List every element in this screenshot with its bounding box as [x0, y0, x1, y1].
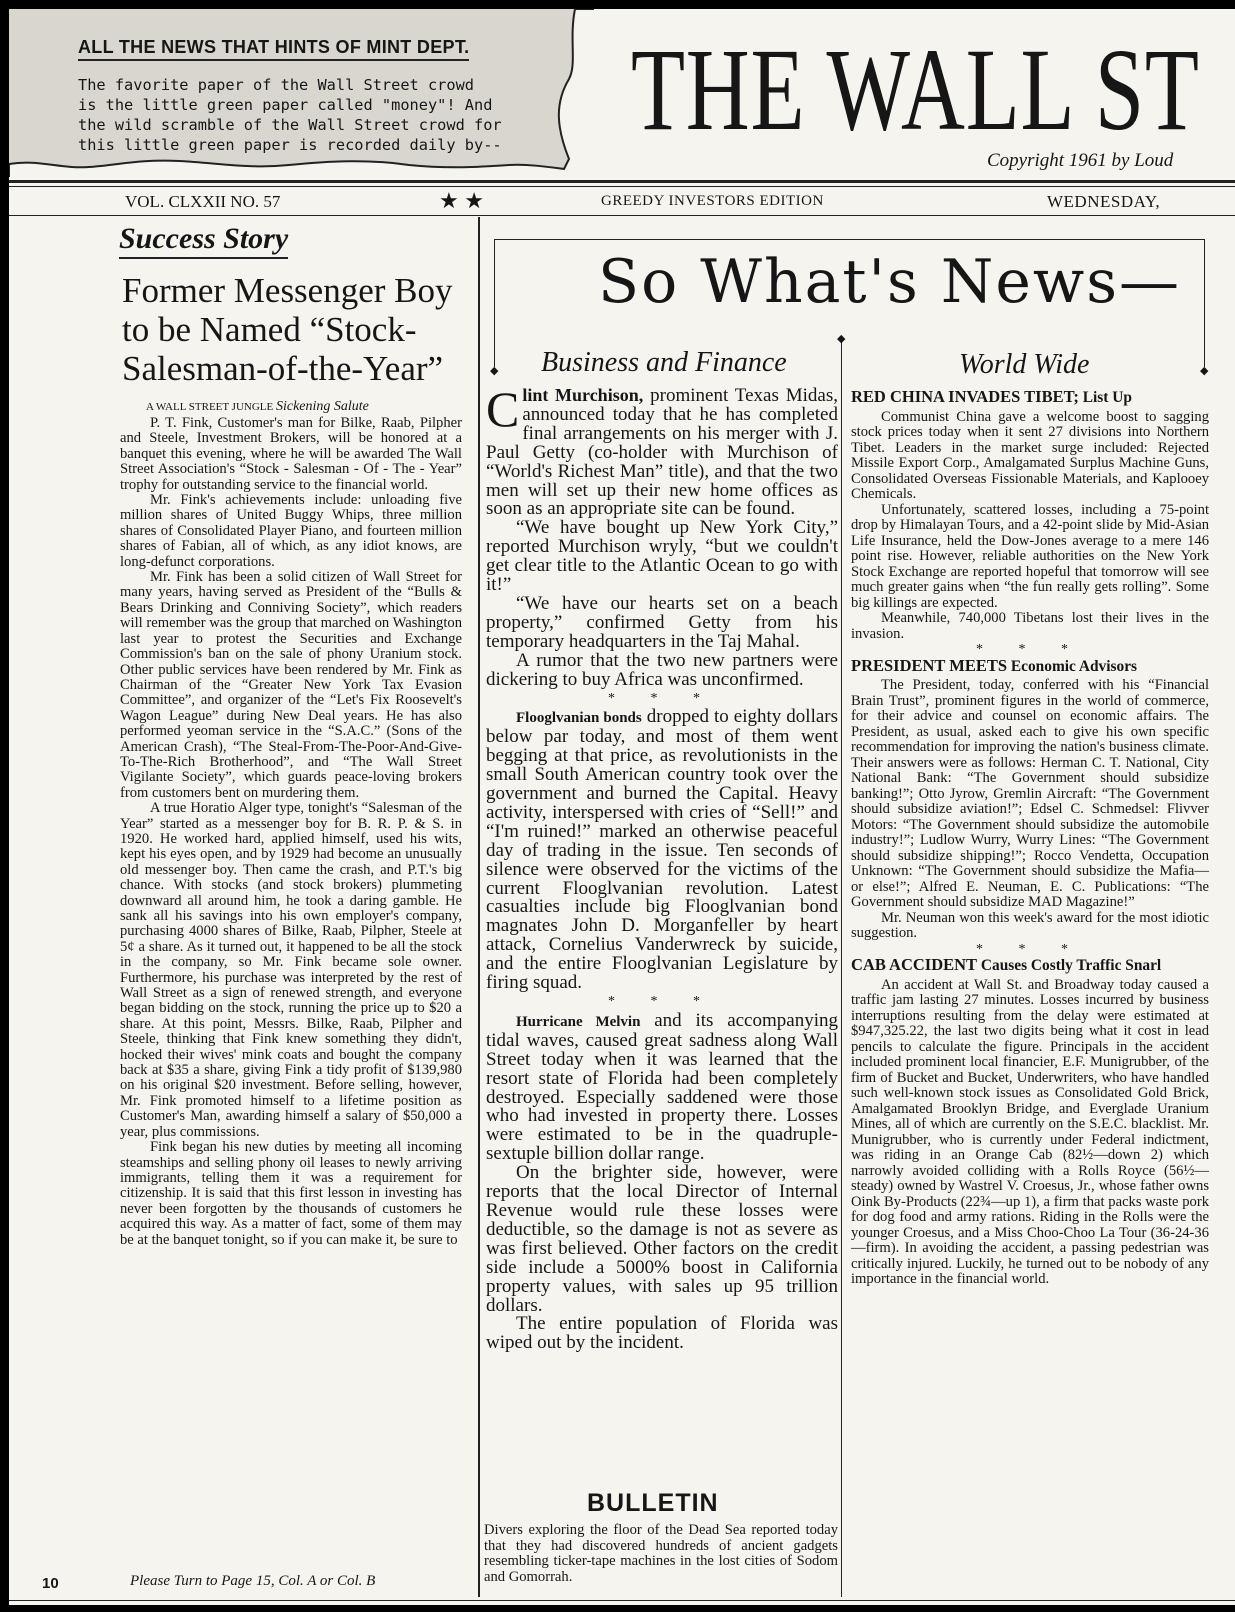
- edition-rule-bottom: [9, 215, 1235, 216]
- whats-news-title: So What's News—: [598, 247, 1182, 317]
- section-divider: * * *: [976, 941, 1084, 957]
- box-rule-left: [494, 239, 495, 367]
- world-paragraph: The President, today, conferred with his “Financial Brain Trust”, prominent figures in the world of commerce, for their advice and counsel on economic affairs. The President, as usual, asked each to give his own specific recommendation for improving the nation's business climate. Their answers were as follows: Herman C. T. National, City National Bank: “The Government should subsidize banking!”; Otto Jyrow, Gremlin Aircraft: “The Government should subsidize aviation!”; Edsel C. Schmedsel: Flivver Motors: “The Government should subsidize the automobile industry!”; Ludlow Wurry, Wurry Lines: “The Government should subsidize shipping!”; Rocco Vendetta, Occupation Unknown: “The Government should subsidize the Mafia—or else!”; Alfred E. Neuman, E. C. Publications: “The Government should subsidize MAD Magazine!”: [851, 677, 1209, 910]
- world-paragraph: Mr. Neuman won this week's award for the most idiotic suggestion.: [851, 909, 1209, 941]
- diamond-ornament: ◆: [837, 332, 846, 345]
- world-heading: World Wide: [959, 349, 1090, 380]
- newspaper-page: [9, 9, 1235, 1605]
- paragraph-text: and its accompanying tidal waves, caused great sadness along Wall Street today when it was learned that the resort state of Florida had been completely destroyed. Especially saddened were those who had invested in property there. Losses were estimated to be in the quadruple-sextuple billion dollar range.: [486, 1009, 838, 1165]
- bulletin-text: Divers exploring the floor of the Dead Sea reported today that they had discovered hundreds of ancient gadgets resembling ticker-tape machines in the lost cities of Sodom and Gomorrah.: [484, 1522, 838, 1585]
- article-body: [120, 416, 462, 1248]
- teaser-heading: ALL THE NEWS THAT HINTS OF MINT DEPT.: [78, 37, 469, 61]
- bulletin-heading: BULLETIN: [587, 1489, 719, 1517]
- box-rule-right: [1204, 239, 1205, 367]
- headline-caps: CAB ACCIDENT: [851, 955, 978, 974]
- article-paragraph: P. T. Fink, Customer's man for Bilke, Raab, Pilpher and Steele, Investment Brokers, will be honored at a banquet this evening, where he will be awarded The Wall Street Association's “Stock - Salesman - Of - The - Year” trophy for outstanding service to the financial world.: [120, 415, 462, 493]
- world-column: [851, 389, 1209, 1288]
- page-number: 10: [42, 1575, 59, 1592]
- lead-name: lint Murchison,: [522, 385, 644, 405]
- world-paragraph: An accident at Wall St. and Broadway today caused a traffic jam lasting 27 minutes. Losses incurred by business interruptions resulting from the delay were estimated at $947,325.22, the last two digits being what it cost in lead pencils to calculate the figure. Principals in the accident included prominent local financier, E.F. Munigrubber, of the firm of Bucket and Bucket, Underwriters, who have handled such well-known stock issues as Consolidated Gold Brick, Amalgamated Brooklyn Bridge, and Everglade Uranium Mines, all of which are currently on the S.E.C. blacklist. Mr. Munigrubber, who is currently under Federal indictment, was riding in an Orange Cab (82½—down 2) which narrowly avoided colliding with a Rolls Royce (56½—steady) owned by Wastrel V. Croesus, Jr., whose father owns Oink By-Products (22¾—up 1), a firm that packs waste pork for dog food and army rations. Riding in the Rolls were the younger Croesus, and a Miss Choo-Choo La Tour (36-24-36—firm). In avoiding the accident, a passing pedestrian was critically injured. Luckily, he turned out to be nobody of any importance in the financial world.: [851, 976, 1209, 1287]
- headline-caps: RED CHINA INVADES TIBET;: [851, 387, 1079, 406]
- box-rule-top: [494, 239, 1205, 240]
- paragraph-text: prominent Texas Midas, announced today that he has completed final arrangements on his merger with J. Paul Getty (co-holder with Murchison of “World's Richest Man” title), and that the two men will set up their new home offices as soon as an appropriate site can be found.: [486, 385, 839, 520]
- article-paragraph: Fink began his new duties by meeting all incoming steamships and selling phony oil leases to newly arriving immigrants, telling them it was a requirement for citizenship. It is said that this first lesson in investing has never been forgotten by the thousands of customers he acquired this way. As a matter of fact, some of them may be at the banquet tonight, so if you can make it, be sure to: [120, 1139, 462, 1248]
- dateline-source: A WALL STREET JUNGLE: [146, 401, 274, 413]
- drop-cap: C: [486, 381, 520, 437]
- headline-rest: List Up: [1078, 389, 1132, 406]
- dateline-subtitle: Sickening Salute: [275, 399, 369, 414]
- article-paragraph: Mr. Fink's achievements include: unloading five million shares of United Buggy Whips, three million shares of Consolidated Player Piano, and fourteen million shares of Fabian, all of which, as any idiot knows, are long-defunct corporations.: [120, 492, 462, 570]
- masthead-title: THE WALL ST: [631, 24, 1200, 155]
- diamond-ornament: ◆: [1200, 364, 1209, 377]
- world-headline: [851, 957, 1209, 974]
- edition-stars: ★ ★: [439, 188, 484, 213]
- headline-rest: Causes Costly Traffic Snarl: [977, 957, 1162, 974]
- copyright-notice: Copyright 1961 by Loud: [987, 150, 1174, 171]
- section-heading: Success Story: [119, 222, 288, 259]
- edition-name: GREEDY INVESTORS EDITION: [601, 193, 824, 209]
- edition-day: WEDNESDAY,: [1047, 192, 1161, 211]
- article-paragraph: A true Horatio Alger type, tonight's “Salesman of the Year” started as a messenger boy for B. R. P. & S. in 1920. He worked hard, applied himself, used his wits, kept his eyes open, and by 1929 had become an unusually old messenger boy. Then came the crash, and P.T.'s big chance. With stocks (and stock brokers) plummeting downward all around him, he took a daring gamble. He sank all his savings into his own employer's company, purchasing 4000 shares of Bilke, Raab, Pilpher, Steele at 5¢ a share. As it turned out, it happened to be all the stock in the company, so Mr. Fink became sole owner. Furthermore, his purchase was interpreted by the rest of Wall Street as a sign of renewed strength, and everyone began bidding on the stock, running the price up to $20 a share. At this point, Messrs. Bilke, Raab, Pilpher and Steele, thinking that Fink knew something they didn't, hocked their wives' mink coats and bought the company back at $35 a share, giving Fink a tidy profit of $139,980 on his original $20 investment. Before selling, however, Mr. Fink promoted himself to a lifetime position as Customer's Man, awarding himself a salary of $50,000 a year, plus commissions.: [120, 800, 462, 1140]
- business-paragraph: “We have our hearts set on a beach property,” confirmed Getty from his temporary headquarters in the Taj Mahal.: [486, 592, 838, 652]
- world-headline: [851, 389, 1209, 406]
- business-paragraph: [486, 1009, 838, 1165]
- teaser-box: [9, 9, 594, 177]
- section-divider: * * *: [608, 690, 716, 706]
- business-paragraph: On the brighter side, however, were reports that the local Director of Internal Revenue would rule these losses were deductible, so the damage is not as severe as was first believed. Other factors on the credit side include a 5000% boost in California property values, with sales up 95 trillion dollars.: [486, 1162, 838, 1316]
- world-headline: [851, 655, 1209, 675]
- world-paragraph: Unfortunately, scattered losses, including a 75-point drop by Himalayan Tours, and a 42-point slide by Mid-Asian Life Insurance, held the Dow-Jones average to a mere 146 point rise. However, reliable authorities on the New York Stock Exchange are reported hopeful that tomorrow will see much greater gains when “the fun really gets rolling”. Some big killings are expected.: [851, 501, 1209, 611]
- article-headline: Former Messenger Boy to be Named “Stock-Salesman-of-the-Year”: [122, 271, 453, 388]
- section-divider: * * *: [976, 642, 1084, 657]
- business-paragraph: The entire population of Florida was wiped out by the incident.: [486, 1313, 838, 1354]
- dateline: [146, 399, 369, 415]
- masthead-rule-thin: [9, 186, 1235, 187]
- volume-number: VOL. CLXXII NO. 57: [125, 192, 281, 211]
- world-paragraph: Meanwhile, 740,000 Tibetans lost their lives in the invasion.: [851, 610, 1209, 642]
- lead-name: Hurricane Melvin: [516, 1013, 641, 1030]
- column-rule-left: [478, 217, 480, 1597]
- business-paragraph: [486, 381, 839, 520]
- teaser-text: The favorite paper of the Wall Street crowd is the little green paper called "money"! And the wild scramble of the Wall Street crowd for this little green paper is recorded daily by--: [78, 76, 502, 154]
- article-paragraph: Mr. Fink has been a solid citizen of Wall Street for many years, having served as President of the “Bulls & Bears Drinking and Conniving Society”, which readers will remember was the group that marched on Washington last year to protest the Securities and Exchange Commission's ban on the sale of phony Uranium stock. Other public services have been rendered by Mr. Fink as Chairman of the “Greater New York Tax Evasion Committee”, and organizer of the “Let's Fix Roosevelt's Wagon League” during New Deal years. He has also performed yeoman service in the “S.A.C.” (Sons of the American Crash), “The Steal-From-The-Poor-And-Give-To-The-Rich Brotherhood”, and “The Wall Street Vigilante Society”, which guards peace-loving brokers from customers bent on murdering them.: [120, 569, 462, 801]
- section-divider: * * *: [608, 994, 716, 1009]
- edition-bar: [9, 188, 1235, 214]
- headline-rest: Economic Advisors: [1007, 657, 1138, 675]
- diamond-ornament: ◆: [490, 364, 499, 377]
- world-paragraph: Communist China gave a welcome boost to sagging stock prices today when it sent 27 divisions into Northern Tibet. Leaders in the market surge included: Rejected Missile Export Corp., Amalgamated Surplus Machine Guns, Consolidated Overseas Fissionable Materials, and Kaplooey Chemicals.: [851, 408, 1209, 502]
- paragraph-text: dropped to eighty dollars below par today, and most of them went begging at that price, as revolutionists in the small South American country took over the government and burned the Capital. Heavy activity, interspersed with cries of “Sell!” and “I'm ruined!” marked an otherwise peaceful day of trading in the issue. Ten seconds of silence were observed for the victims of the current Flooglvanian revolution. Latest casualties include big Flooglvanian bond magnates John D. Morganfeller by heart attack, Cornelius Vanderwreck by suicide, and the entire Flooglvanian Legislature by firing squad.: [486, 706, 839, 994]
- masthead-rule-top: [9, 180, 1235, 183]
- lead-name: Flooglvanian bonds: [516, 710, 642, 727]
- column-rule-right: [841, 339, 842, 1597]
- continuation-note: Please Turn to Page 15, Col. A or Col. B: [130, 1573, 376, 1589]
- business-column: [486, 381, 839, 1354]
- page-rule-bottom: [9, 1600, 1235, 1601]
- business-heading: Business and Finance: [541, 347, 787, 378]
- business-paragraph: A rumor that the two new partners were dickering to buy Africa was unconfirmed.: [486, 649, 838, 690]
- business-paragraph: [486, 708, 838, 993]
- headline-caps: PRESIDENT MEETS: [851, 655, 1008, 675]
- business-paragraph: “We have bought up New York City,” reported Murchison wryly, “but we couldn't get clear title to the Atlantic Ocean to go with it!”: [486, 517, 838, 596]
